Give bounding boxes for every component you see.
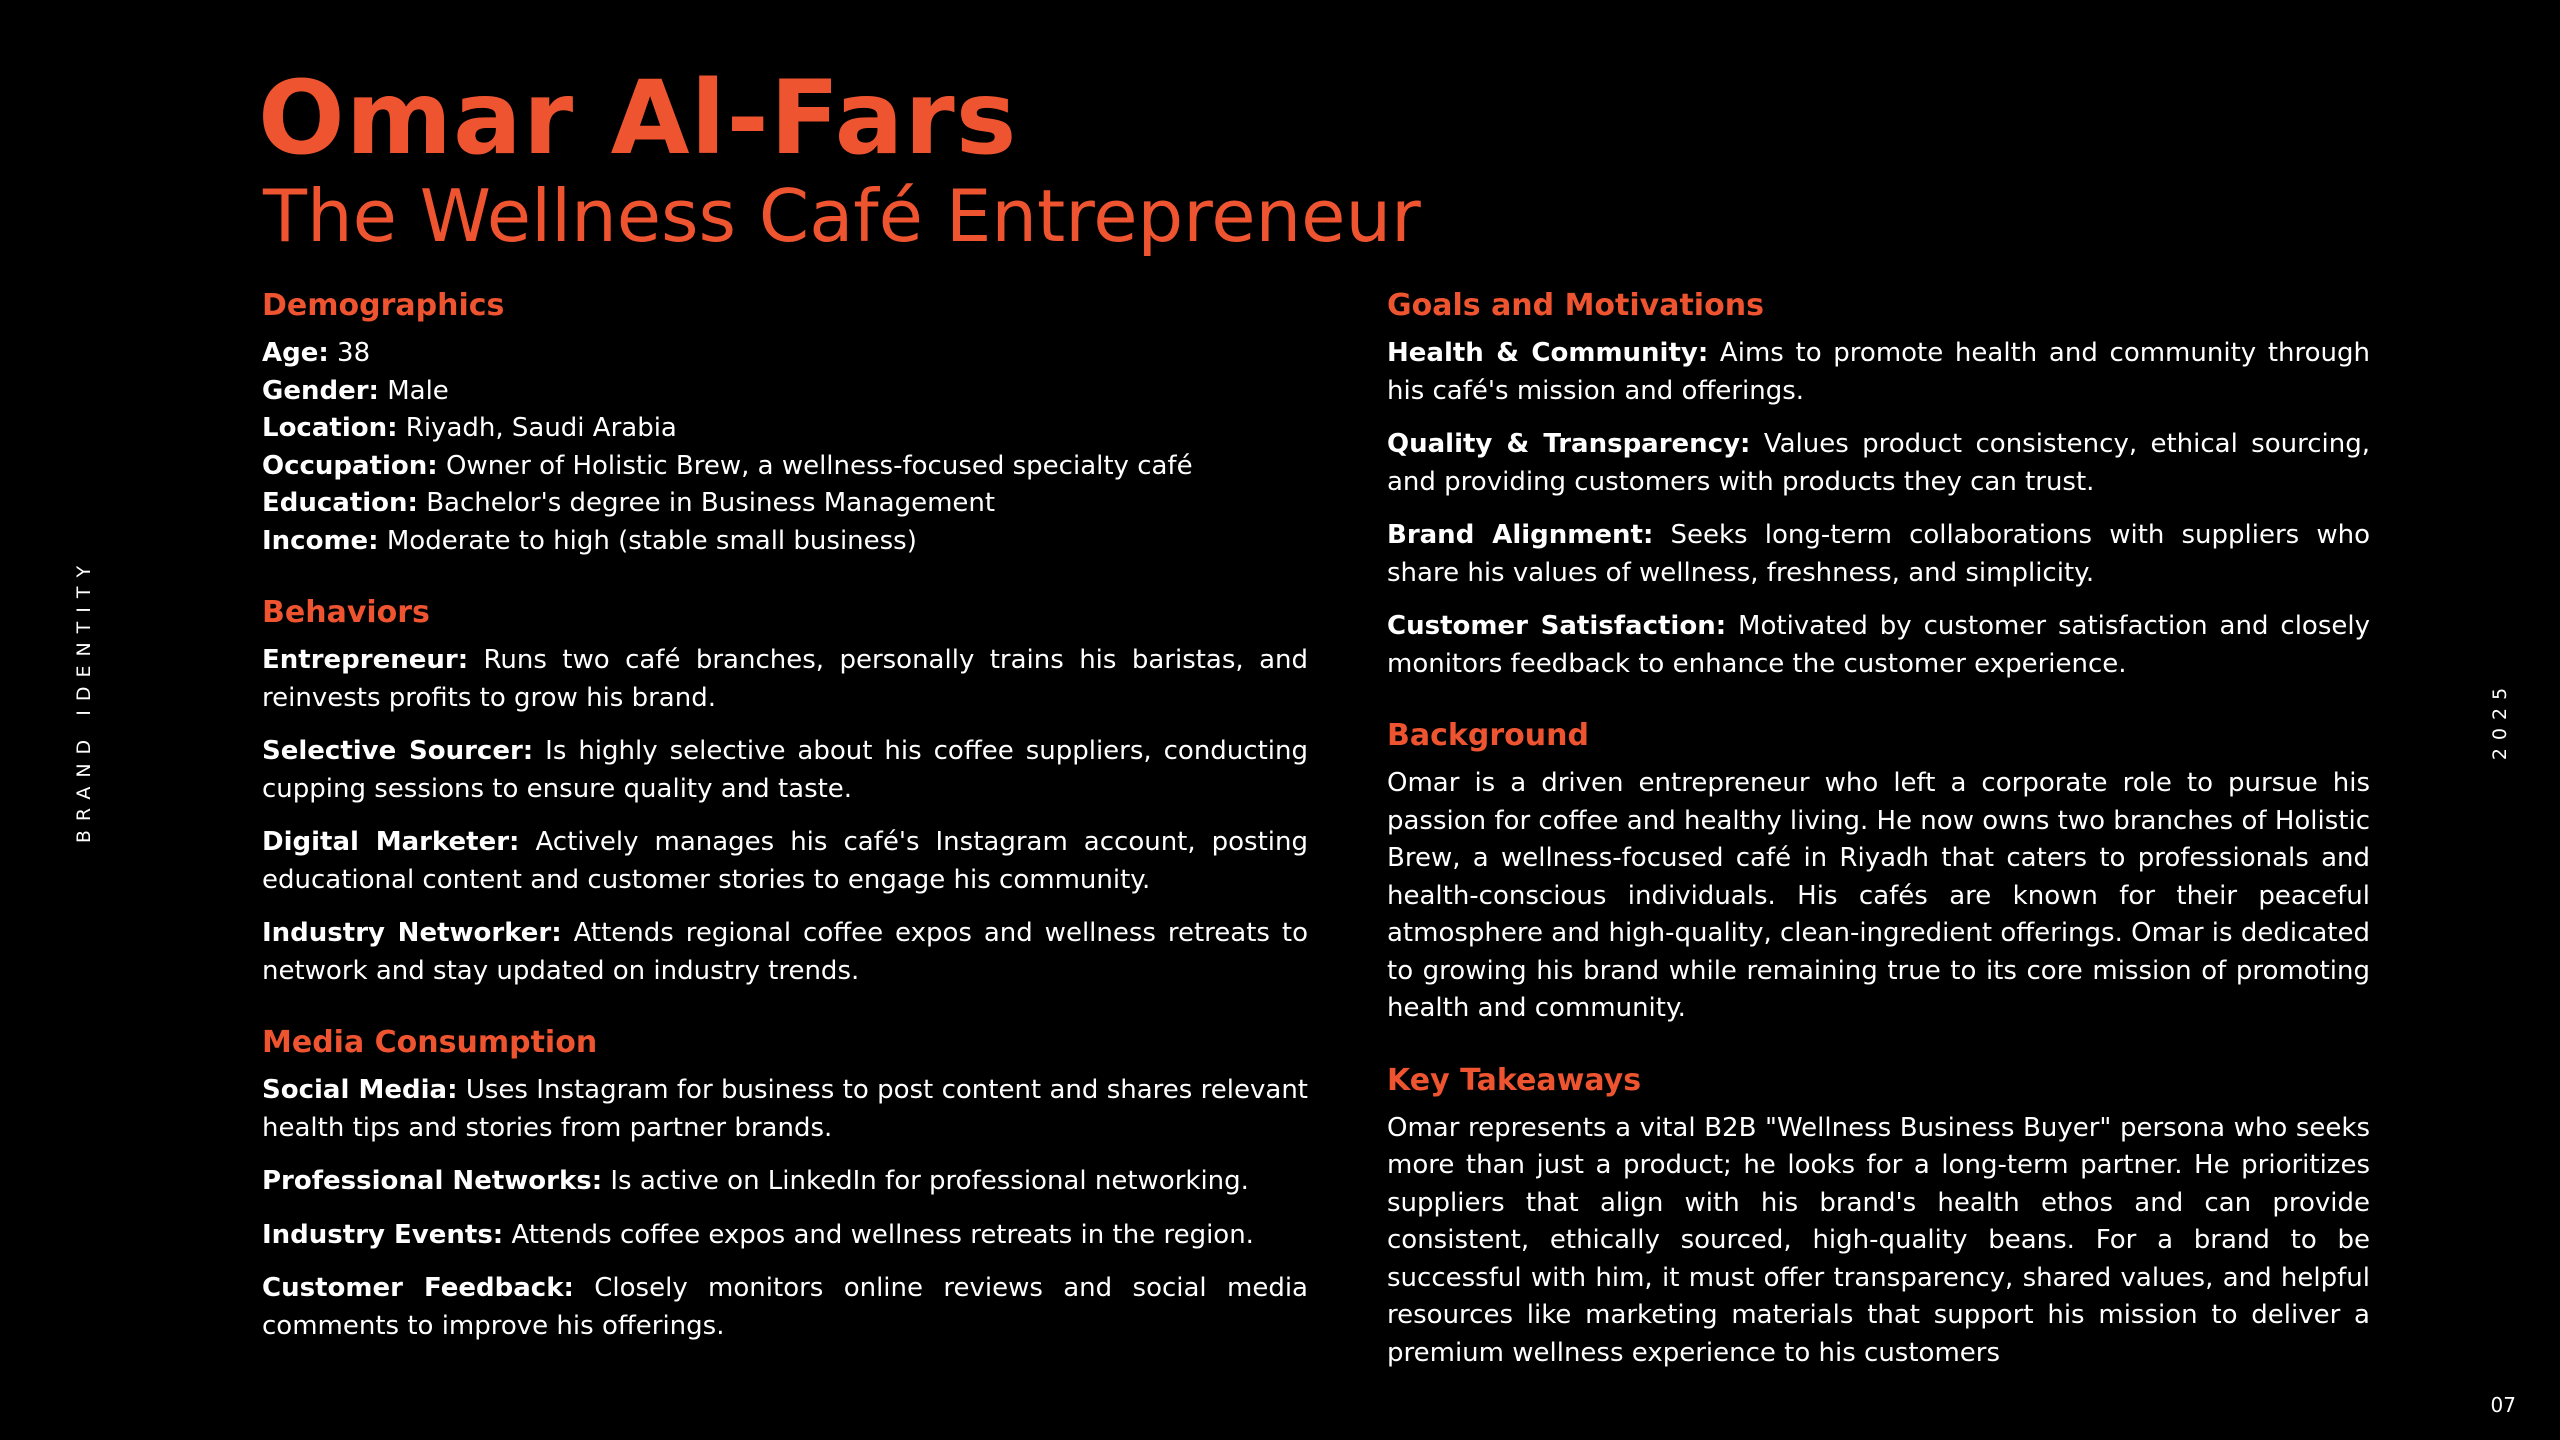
takeaways-section bbox=[1387, 1058, 2370, 1373]
behavior-item bbox=[262, 642, 1308, 717]
row-label: Income: bbox=[262, 525, 379, 556]
item-text: Aims to promote health and community through his café's mission and offerings. bbox=[1387, 338, 2370, 406]
goals-heading: Goals and Motivations bbox=[1387, 288, 1764, 323]
demographics-row-income bbox=[262, 523, 1308, 561]
page-number: 07 bbox=[2490, 1393, 2516, 1417]
behavior-item bbox=[262, 915, 1308, 990]
persona-name: Omar Al-Fars bbox=[258, 59, 1018, 178]
row-label: Education: bbox=[262, 488, 418, 518]
media-heading: Media Consumption bbox=[262, 1025, 598, 1060]
right-column bbox=[1387, 283, 2370, 1402]
goal-item bbox=[1387, 608, 2370, 683]
demographics-row-education bbox=[262, 485, 1308, 523]
item-label: Industry Networker: bbox=[262, 918, 562, 948]
item-label: Digital Marketer: bbox=[262, 827, 520, 857]
item-text: Uses Instagram for business to post content and shares relevant health tips and stories from partner brands. bbox=[262, 1075, 1308, 1143]
behavior-item bbox=[262, 824, 1308, 899]
item-label: Professional Networks: bbox=[262, 1166, 603, 1196]
row-label: Age: bbox=[262, 338, 329, 368]
row-label: Occupation: bbox=[262, 450, 438, 481]
takeaways-text: Omar represents a vital B2B "Wellness Business Buyer" persona who seeks more than just a product; he looks for a long-term partner. He prioritizes suppliers that align with his brand's health ethos and can provide consistent, ethically sourced, high-quality beans. For a brand to be successful with him, it must offer transparency, shared values, and helpful resources like marketing materials that support his mission to deliver a premium wellness experience to his customers bbox=[1387, 1112, 2370, 1368]
item-label: Brand Alignment: bbox=[1387, 520, 1654, 550]
goal-item bbox=[1387, 335, 2370, 410]
item-label: Social Media: bbox=[262, 1075, 458, 1105]
demographics-row-location bbox=[262, 410, 1308, 448]
demographics-row-age bbox=[262, 335, 1308, 373]
item-text: Is active on LinkedIn for professional networking. bbox=[602, 1166, 1249, 1196]
media-section bbox=[262, 1020, 1308, 1345]
goal-item bbox=[1387, 426, 2370, 501]
media-item bbox=[262, 1270, 1308, 1345]
item-text: Values product consistency, ethical sourcing, and providing customers with products they can trust. bbox=[1387, 429, 2370, 497]
item-text: Closely monitors online reviews and social media comments to improve his offerings. bbox=[262, 1273, 1308, 1341]
background-text: Omar is a driven entrepreneur who left a corporate role to pursue his passion for coffee and healthy living. He now owns two branches of Holistic Brew, a wellness-focused café in Riyadh that caters to professionals and health-conscious individuals. His cafés are known for their peaceful atmosphere and high-quality, clean-ingredient offerings. Omar is dedicated to growing his brand while remaining true to its core mission of promoting health and community. bbox=[1387, 768, 2370, 1023]
row-value: Owner of Holistic Brew, a wellness-focused specialty café bbox=[437, 450, 1193, 481]
item-label: Health & Community: bbox=[1387, 338, 1709, 368]
media-item bbox=[262, 1163, 1308, 1201]
item-text: Is highly selective about his coffee suppliers, conducting cupping sessions to ensure quality and taste. bbox=[262, 736, 1308, 804]
item-text: Actively manages his café's Instagram account, posting educational content and customer stories to engage his community. bbox=[262, 827, 1308, 895]
takeaways-heading: Key Takeaways bbox=[1387, 1062, 1642, 1098]
persona-tagline: The Wellness Café Entrepreneur bbox=[263, 174, 1421, 258]
item-text: Motivated by customer satisfaction and closely monitors feedback to enhance the customer experience. bbox=[1387, 611, 2370, 679]
item-label: Quality & Transparency: bbox=[1387, 429, 1751, 459]
goal-item bbox=[1387, 517, 2370, 592]
behaviors-section bbox=[262, 590, 1308, 990]
media-item bbox=[262, 1217, 1308, 1255]
row-value: 38 bbox=[328, 338, 371, 368]
row-value: Male bbox=[378, 375, 449, 406]
background-section bbox=[1387, 713, 2370, 1028]
side-label-year: 2025 bbox=[2489, 679, 2511, 761]
row-value: Moderate to high (stable small business) bbox=[378, 525, 917, 556]
side-label-brand-identity: BRAND IDENTITY bbox=[73, 556, 95, 844]
item-text: Runs two café branches, personally trains his baristas, and reinvests profits to grow his brand. bbox=[262, 645, 1308, 713]
demographics-heading: Demographics bbox=[262, 288, 505, 323]
item-label: Customer Satisfaction: bbox=[1387, 611, 1727, 641]
goals-section bbox=[1387, 283, 2370, 683]
item-text: Attends coffee expos and wellness retreats in the region. bbox=[503, 1219, 1254, 1250]
item-label: Selective Sourcer: bbox=[262, 736, 534, 766]
row-label: Gender: bbox=[262, 375, 379, 406]
behaviors-heading: Behaviors bbox=[262, 595, 430, 630]
demographics-row-gender bbox=[262, 373, 1308, 411]
item-text: Attends regional coffee expos and wellness retreats to network and stay updated on industry trends. bbox=[262, 918, 1308, 986]
row-value: Riyadh, Saudi Arabia bbox=[397, 413, 677, 443]
row-label: Location: bbox=[262, 413, 398, 443]
demographics-section bbox=[262, 283, 1308, 560]
media-item bbox=[262, 1072, 1308, 1147]
item-label: Industry Events: bbox=[262, 1219, 504, 1250]
row-value: Bachelor's degree in Business Management bbox=[417, 488, 996, 518]
item-label: Entrepreneur: bbox=[262, 645, 469, 675]
behavior-item bbox=[262, 733, 1308, 808]
item-label: Customer Feedback: bbox=[262, 1273, 574, 1303]
left-column bbox=[262, 283, 1308, 1375]
item-text: Seeks long-term collaborations with suppliers who share his values of wellness, freshness, and simplicity. bbox=[1387, 520, 2370, 588]
demographics-list bbox=[262, 335, 1308, 560]
demographics-row-occupation bbox=[262, 448, 1308, 486]
background-heading: Background bbox=[1387, 718, 1589, 753]
